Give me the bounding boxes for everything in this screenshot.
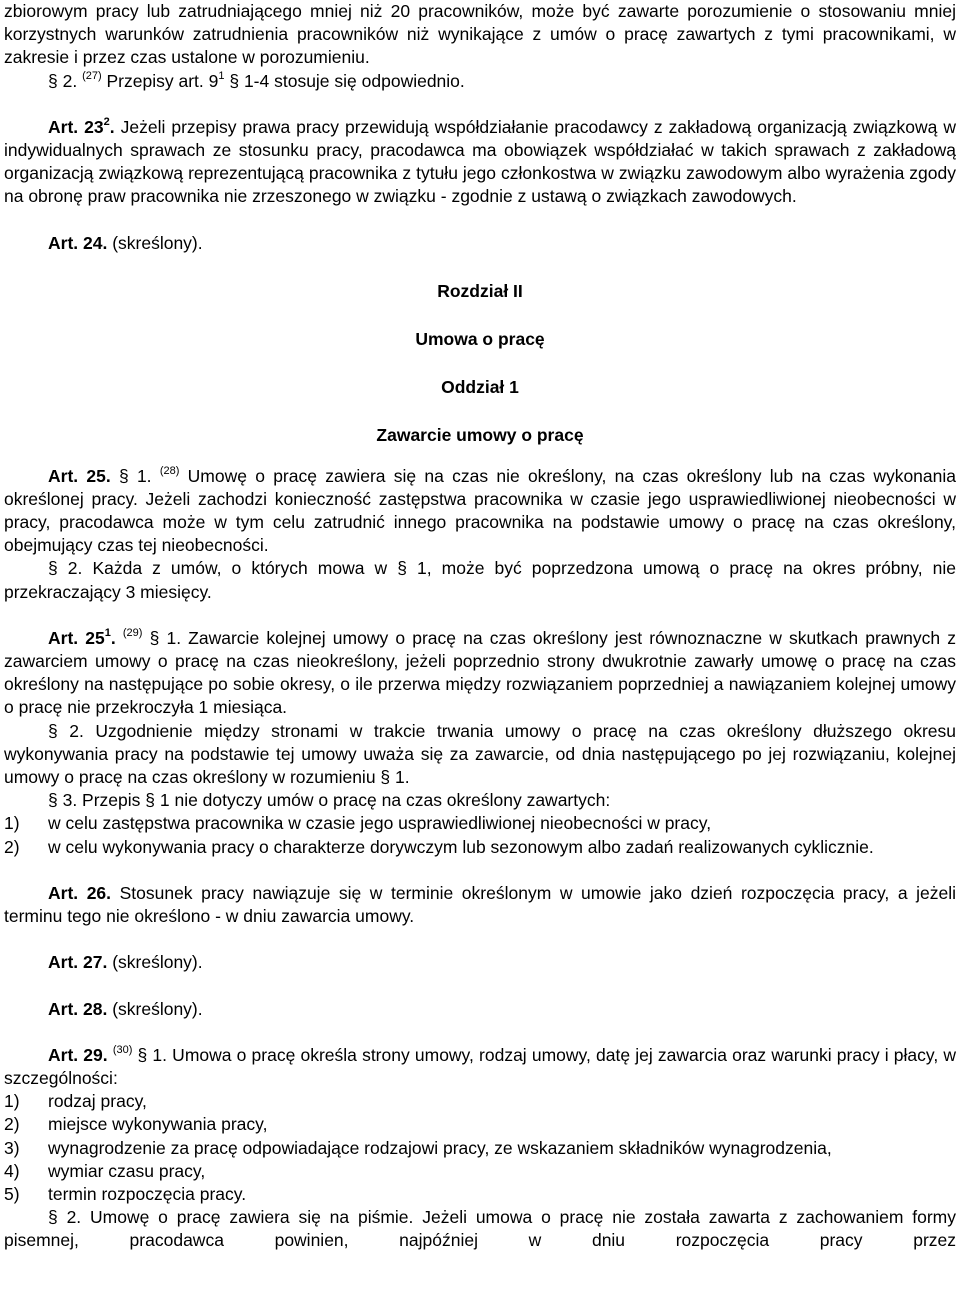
footnote-ref: (27) bbox=[82, 69, 102, 82]
article-29-paragraph-2: § 2. Umowę o pracę zawiera się na piśmie. Jeżeli umowa o pracę nie została zawarta z zachowaniem formy pisemnej, pracodawca powinien, najpóźniej w dniu rozpoczęcia pracy przez bbox=[4, 1207, 956, 1251]
article-24: Art. 24. (skreślony). bbox=[48, 232, 203, 253]
article-26: Art. 26. Stosunek pracy nawiązuje się w terminie określonym w umowie jako dzień rozpoczęcia pracy, a jeżeli terminu tego nie określono - w dniu zawarcia umowy. bbox=[4, 882, 956, 927]
article-label: Art. 29. bbox=[48, 1044, 108, 1065]
article-29-paragraph-1: Art. 29. $^{(30)}$ § 1. Umowa o pracę określa strony umowy, rodzaj umowy, datę jej zawarcia oraz warunki pracy i płacy, w szczególności: bbox=[4, 1043, 956, 1088]
intro-paragraph-2: § 2. $^{(27)}$ Przepisy art. $9^1$ § 1-4 stosuje się odpowiednio. bbox=[48, 69, 465, 91]
article-label: Art. 24. bbox=[48, 232, 108, 253]
footnote-ref: (29) bbox=[122, 626, 143, 639]
article-label: Art. 27. bbox=[48, 952, 108, 973]
article-label: Art. 28. bbox=[48, 998, 108, 1019]
list-item: 4) wymiar czasu pracy, bbox=[4, 1160, 206, 1181]
article-label: Art. 25. bbox=[48, 465, 111, 486]
article-25-paragraph-2: § 2. Każda z umów, o których mowa w § 1, może być poprzedzona umową o pracę na okres próbny, nie przekraczający 3 miesięcy. bbox=[4, 558, 956, 602]
article-28: Art. 28. (skreślony). bbox=[48, 998, 203, 1019]
section-title: Zawarcie umowy o pracę bbox=[376, 425, 584, 446]
article-label: Art. 26. bbox=[48, 882, 112, 903]
article-27: Art. 27. (skreślony). bbox=[48, 952, 203, 973]
footnote-ref: (30) bbox=[112, 1043, 133, 1056]
chapter-title: Umowa o pracę bbox=[415, 329, 545, 350]
list-item: 2) w celu wykonywania pracy o charakterze dorywczym lub sezonowym albo zadań realizowanych cyklicznie. bbox=[4, 836, 874, 857]
article-23-2: Art. $23^2$. Jeżeli przepisy prawa pracy przewidują współdziałanie pracodawcy z zakładową organizacją związkową w indywidualnych sprawach ze stosunku pracy, pracodawca ma obowiązek współdziałać w takich sprawach z zakładową organizacją związkową reprezentującą pracownika z tytułu jego członkostwa w związku zawodowym albo wyrażenia zgody na obronę praw pracownika nie zrzeszonego w związku - zgodnie z ustawą o związkach zawodowych. bbox=[4, 115, 957, 207]
article-25-1-paragraph-1: Art. $25^1$. $^{(29)}$ § 1. Zawarcie kolejnej umowy o pracę na czas określony jest równoznaczne w skutkach prawnych z zawarciem umowy o pracę na czas nieokreślony, jeżeli poprzednio strony dwukrotnie zawarły umowę o pracę na czas określony na następujące po sobie okresy, o ile przerwa między rozwiązaniem poprzedniej a nawiązaniem kolejnej umowy o pracę nie przekroczyła 1 miesiąca. bbox=[4, 626, 956, 718]
list-item: 1) w celu zastępstwa pracownika w czasie jego usprawiedliwionej nieobecności w pracy, bbox=[4, 813, 712, 834]
list-item: 3) wynagrodzenie za pracę odpowiadające rodzajowi pracy, ze wskazaniem składników wynagrodzenia, bbox=[4, 1137, 832, 1158]
list-item: 1) rodzaj pracy, bbox=[4, 1091, 147, 1112]
article-label: Art. $23^2$. bbox=[48, 115, 115, 137]
section-heading: Oddział 1 bbox=[441, 377, 519, 398]
footnote-ref: (28) bbox=[159, 464, 180, 477]
article-25-1-paragraph-3: § 3. Przepis § 1 nie dotyczy umów o pracę na czas określony zawartych: bbox=[48, 790, 611, 811]
article-label: Art. $25^1$. bbox=[48, 626, 116, 648]
list-item: 5) termin rozpoczęcia pracy. bbox=[4, 1183, 247, 1204]
chapter-heading: Rozdział II bbox=[437, 280, 523, 301]
intro-paragraph: zbiorowym pracy lub zatrudniającego mniej niż 20 pracowników, może być zawarte porozumienie o stosowaniu mniej korzystnych warunków zatrudnienia pracowników niż wynikające z umów o pracę zawartych z tymi pracownikami, w zakresie i przez czas ustalone w porozumieniu. bbox=[4, 1, 956, 68]
list-item: 2) miejsce wykonywania pracy, bbox=[4, 1114, 268, 1135]
article-25-paragraph-1: Art. 25. § 1. $^{(28)}$ Umowę o pracę zawiera się na czas nie określony, na czas określony lub na czas wykonania określonej pracy. Jeżeli zachodzi konieczność zastępstwa pracownika w czasie jego usprawiedliwionej nieobecności w pracy, pracodawca może w tym celu zatrudnić innego pracownika na podstawie umowy o pracę na czas określony, obejmujący czas tej nieobecności. bbox=[4, 464, 957, 556]
section-mark: § 2. bbox=[48, 70, 78, 91]
article-25-1-paragraph-2: § 2. Uzgodnienie między stronami w trakcie trwania umowy o pracę na czas określony dłuższego okresu wykonywania pracy na podstawie tej umowy uważa się za zawarcie, od dnia następującego po jej rozwiązaniu, kolejnej umowy o pracę na czas określony w rozumieniu § 1. bbox=[4, 720, 956, 788]
